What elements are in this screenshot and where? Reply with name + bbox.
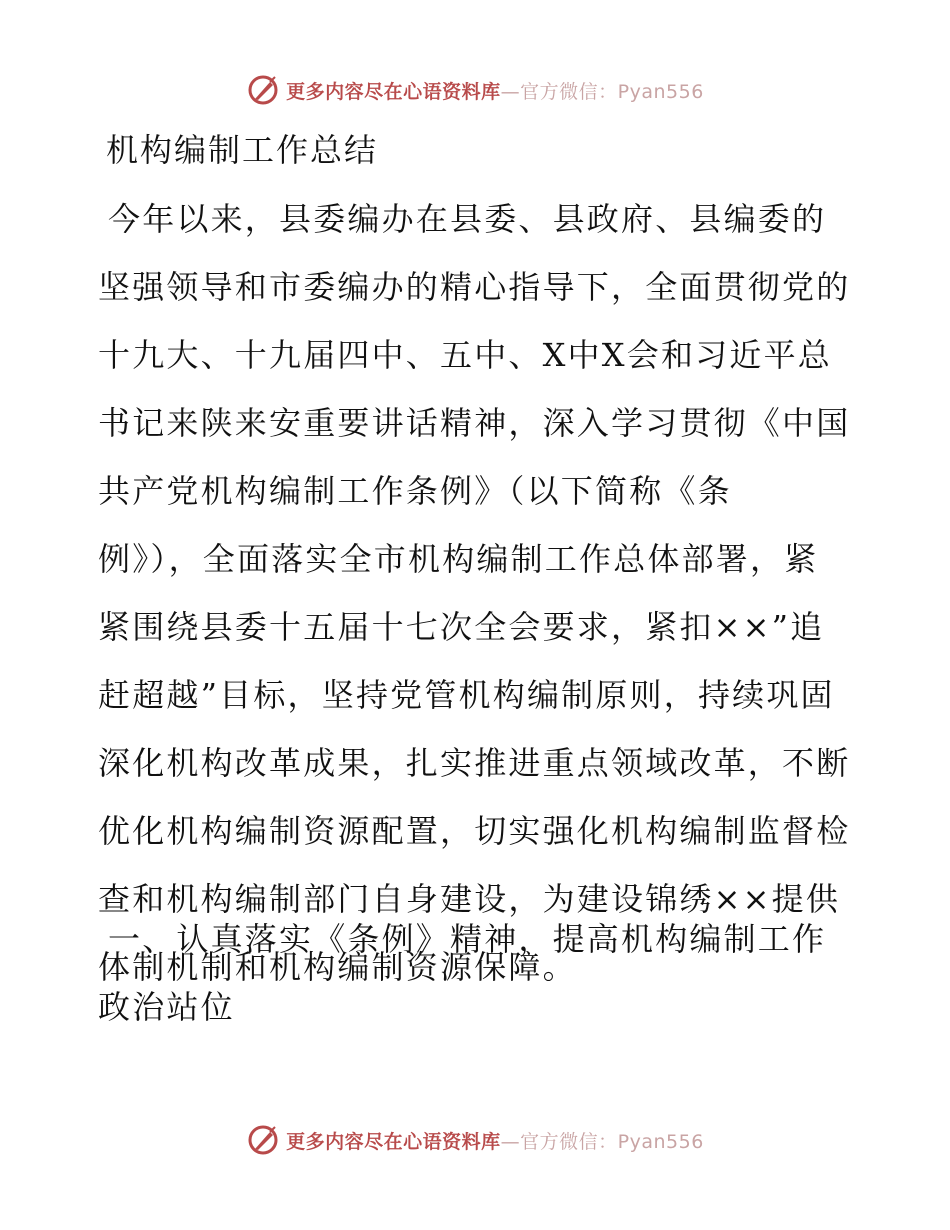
- watermark-tail: —官方微信：Pyan556: [500, 80, 704, 103]
- quill-pen-icon: [246, 1123, 280, 1157]
- body-line: 深化机构改革成果，扎实推进重点领域改革，不断: [98, 744, 851, 782]
- body-paragraph: [98, 185, 858, 1001]
- body-line: 坚强领导和市委编办的精心指导下，全面贯彻党的: [98, 268, 851, 306]
- body-line: 优化机构编制资源配置，切实强化机构编制监督检: [98, 812, 851, 850]
- body-line: 书记来陕来安重要讲话精神，深入学习贯彻《中国: [98, 404, 851, 442]
- section-heading-line: 政治站位: [98, 988, 235, 1026]
- watermark-text: [286, 77, 704, 104]
- body-line: 十九大、十九届四中、五中、X中X会和习近平总: [98, 336, 832, 374]
- watermark-banner-top: [0, 70, 950, 110]
- body-line: 例》），全面落实全市机构编制工作总体部署，紧: [98, 540, 819, 578]
- quill-pen-icon: [246, 73, 280, 107]
- watermark-brand: 更多内容尽在心语资料库: [286, 80, 501, 103]
- section-heading-line: 一、认真落实《条例》精神，提高机构编制工作: [108, 920, 827, 958]
- watermark-banner-bottom: [0, 1120, 950, 1160]
- body-line: 紧围绕县委十五届十七次全会要求，紧扣××”追: [98, 608, 825, 646]
- watermark-brand: 更多内容尽在心语资料库: [286, 1130, 501, 1153]
- body-line: 赶超越”目标，坚持党管机构编制原则，持续巩固: [98, 676, 835, 714]
- body-line: 今年以来，县委编办在县委、县政府、县编委的: [108, 200, 827, 238]
- body-line: 共产党机构编制工作条例》（以下简称《条: [98, 472, 732, 510]
- body-line: 体制机制和机构编制资源保障。: [98, 948, 577, 986]
- watermark-tail: —官方微信：Pyan556: [500, 1130, 704, 1153]
- document-title: 机构编制工作总结: [106, 131, 379, 169]
- body-line: 查和机构编制部门自身建设，为建设锦绣××提供: [98, 880, 841, 918]
- section-heading: [98, 905, 858, 1041]
- watermark-text: [286, 1127, 704, 1154]
